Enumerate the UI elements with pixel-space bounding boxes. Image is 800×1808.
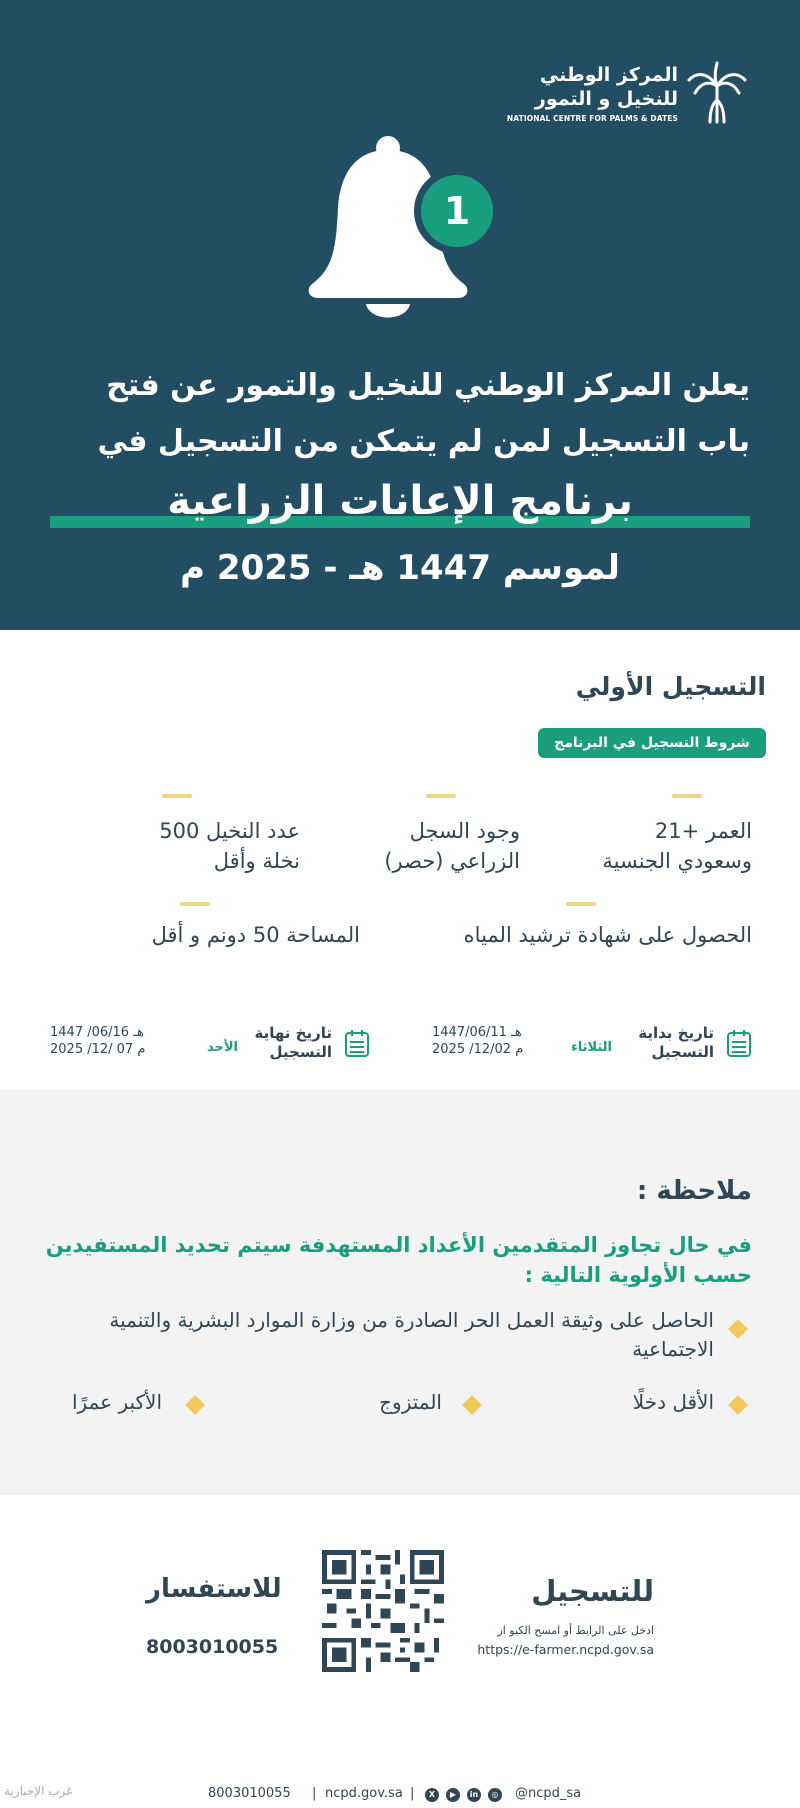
logo-arabic-line2: للنخيل و التمور [534,88,678,110]
calendar-icon [726,1028,752,1058]
headline-line1: يعلن المركز الوطني للنخيل والتمور عن فتح [106,368,750,403]
condition-dash [426,794,456,798]
note-panel [0,1090,800,1495]
logo-arabic-line1: المركز الوطني [539,64,678,86]
priority-freelance-document: الحاصل على وثيقة العمل الحر الصادرة من وزارة الموارد البشرية والتنمية الاجتماعية [109,1308,714,1361]
headline-program-name: برنامج الإعانات الزراعية [167,478,633,524]
section-title-initial-registration: التسجيل الأولي [575,672,766,701]
condition-dash [566,902,596,906]
condition-line: عدد النخيل 500 [159,819,300,843]
condition-line: نخلة وأقل [213,849,300,873]
end-date-gregorian: 2025 /12/ 07 م [50,1042,146,1057]
x-icon[interactable]: X [425,1788,439,1802]
header-banner [0,0,800,630]
instagram-icon[interactable]: ◎ [488,1788,502,1802]
end-date-values [50,1024,145,1058]
linkedin-icon[interactable]: in [467,1788,481,1802]
logo-english-name: NATIONAL CENTRE FOR PALMS & DATES [506,114,678,123]
register-title: للتسجيل [531,1574,654,1608]
notification-badge: 1 [414,168,500,254]
condition-agri-record [280,816,520,876]
youtube-icon[interactable]: ▶ [446,1788,460,1802]
footer-separator: | [312,1786,317,1801]
priority-oldest: الأكبر عمرًا [72,1390,162,1414]
register-hint: ادخل على الرابط أو امسح الكيو ار [497,1624,654,1637]
inquiry-title: للاستفسار [146,1574,282,1604]
start-date-hijri: 1447/06/11 هـ [432,1025,522,1040]
watermark: غرب الإخبارية [4,1784,73,1798]
condition-dash [180,902,210,906]
condition-dash [672,794,702,798]
start-date-values [432,1024,523,1058]
condition-water-certificate [422,920,752,950]
condition-dash [162,794,192,798]
register-link[interactable]: https://e-farmer.ncpd.gov.sa [477,1642,654,1657]
footer-handle[interactable]: @ncpd_sa [515,1786,582,1801]
condition-line: الحصول على شهادة ترشيد المياه [463,923,752,947]
palm-logo-icon [686,60,748,126]
footer-phone[interactable]: 8003010055 [208,1786,291,1801]
end-date-label-line1: تاريخ نهاية [254,1024,332,1042]
condition-line: وجود السجل [409,819,520,843]
start-date-label-line2: التسجيل [651,1043,714,1061]
condition-age-nationality [512,816,752,876]
end-date-label [255,1024,332,1062]
headline-season: لموسم 1447 هـ - 2025 م [180,548,620,588]
start-date-label [638,1024,714,1062]
footer [0,1786,800,1808]
note-text: في حال تجاوز المتقدمين الأعداد المستهدفة سيتم تحديد المستفيدين حسب الأولوية التالية : [45,1233,752,1287]
qr-code-icon[interactable] [322,1550,444,1672]
priority-lowest-income: الأقل دخلًا [632,1390,714,1414]
calendar-icon [344,1028,370,1058]
end-date-hijri: 1447 /06/16 هـ [50,1025,144,1040]
condition-area [40,920,360,950]
footer-website[interactable]: ncpd.gov.sa [325,1786,403,1801]
start-date-label-line1: تاريخ بداية [638,1024,714,1042]
priority-married: المتزوج [379,1390,442,1414]
footer-separator: | [410,1786,415,1801]
condition-line: وسعودي الجنسية [602,849,752,873]
headline-line2: باب التسجيل لمن لم يتمكن من التسجيل في [97,424,750,459]
end-day: الأحد [206,1040,238,1055]
note-title: ملاحظة : [636,1176,752,1206]
ncpd-logo [506,60,748,130]
inquiry-phone[interactable]: 8003010055 [146,1636,279,1658]
conditions-chip: شروط التسجيل في البرنامج [538,728,766,758]
start-date-gregorian: 2025 /12/02 م [432,1042,524,1057]
condition-line: المساحة 50 دونم و أقل [151,923,360,947]
end-date-label-line2: التسجيل [269,1043,332,1061]
condition-line: الزراعي (حصر) [384,849,520,873]
condition-line: العمر +21 [654,819,752,843]
start-day: الثلاثاء [571,1040,612,1055]
condition-palm-count [60,816,300,876]
